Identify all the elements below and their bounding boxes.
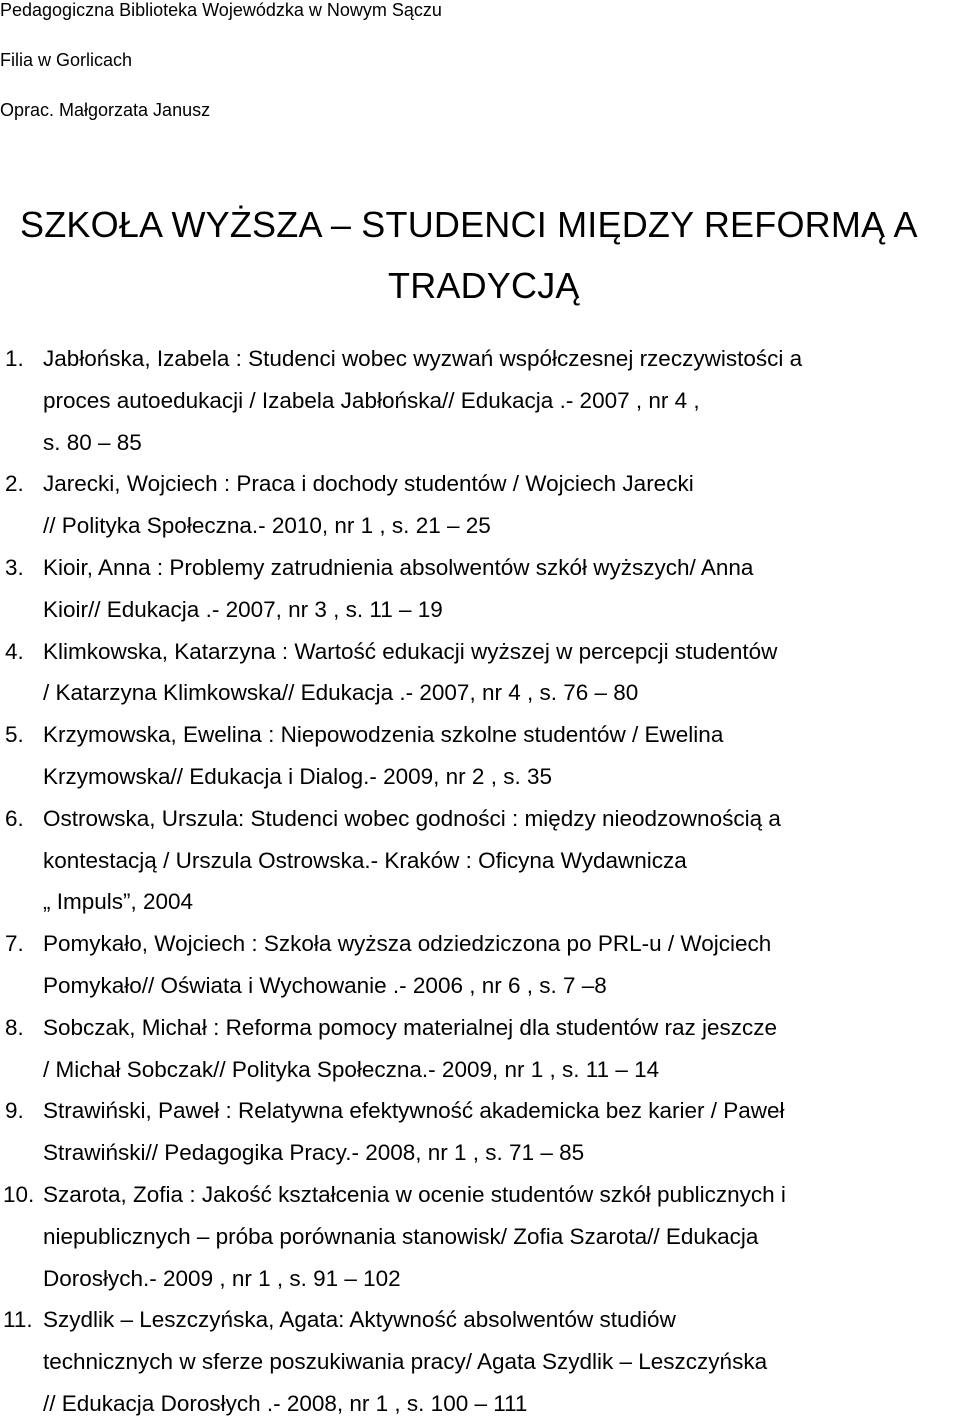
entry-text-line: / Katarzyna Klimkowska// Edukacja .- 2007, nr 4 , s. 76 – 80 xyxy=(43,680,639,706)
bibliography-list xyxy=(0,338,960,1425)
entry-text-line: „ Impuls”, 2004 xyxy=(43,889,194,915)
entry-text-line: Dorosłych.- 2009 , nr 1 , s. 91 – 102 xyxy=(43,1265,401,1291)
entry-text-line: s. 80 – 85 xyxy=(43,429,142,455)
entry-text-line: Pomykało, Wojciech : Szkoła wyższa odziedziczona po PRL-u / Wojciech xyxy=(43,931,772,957)
entry-text-line: Pomykało// Oświata i Wychowanie .- 2006 , nr 6 , s. 7 –8 xyxy=(43,972,607,998)
entry-text-line: // Polityka Społeczna.- 2010, nr 1 , s. 21 – 25 xyxy=(43,513,491,539)
library-name: Pedagogiczna Biblioteka Wojewódzka w Nowym Sączu xyxy=(0,0,442,20)
bibliography-entry xyxy=(0,1007,917,1091)
entry-text-line: Jabłońska, Izabela : Studenci wobec wyzwań współczesnej rzeczywistości a xyxy=(43,346,803,371)
entry-number: 11. xyxy=(3,1307,33,1333)
bibliography-entry xyxy=(0,798,917,923)
entry-number: 10. xyxy=(3,1181,35,1207)
document-title-line-1: SZKOŁA WYŻSZA – STUDENCI MIĘDZY REFORMĄ A xyxy=(20,204,918,245)
entry-number: 1. xyxy=(5,346,24,371)
entry-text-line: / Michał Sobczak// Polityka Społeczna.- 2009, nr 1 , s. 11 – 14 xyxy=(43,1056,660,1082)
compiler-line: Oprac. Małgorzata Janusz xyxy=(0,100,211,120)
entry-text-line: Szydlik – Leszczyńska, Agata: Aktywność absolwentów studiów xyxy=(43,1307,676,1333)
branch-name: Filia w Gorlicach xyxy=(0,50,133,70)
bibliography-entry xyxy=(0,631,917,715)
entry-number: 5. xyxy=(5,722,24,748)
bibliography-entry xyxy=(0,714,917,798)
entry-text-line: Sobczak, Michał : Reforma pomocy materialnej dla studentów raz jeszcze xyxy=(43,1014,778,1040)
entry-text-line: Kioir// Edukacja .- 2007, nr 3 , s. 11 – 19 xyxy=(43,596,443,622)
entry-text-line: Kioir, Anna : Problemy zatrudnienia absolwentów szkół wyższych/ Anna xyxy=(43,554,754,580)
bibliography-entry xyxy=(0,547,917,631)
document-title-line-2: TRADYCJĄ xyxy=(388,265,580,306)
entry-number: 8. xyxy=(5,1014,24,1040)
bibliography-entry xyxy=(0,923,917,1007)
entry-text-line: Strawiński// Pedagogika Pracy.- 2008, nr 1 , s. 71 – 85 xyxy=(43,1140,585,1166)
entry-number: 6. xyxy=(5,805,24,831)
entry-text-line: kontestacją / Urszula Ostrowska.- Kraków : Oficyna Wydawnicza xyxy=(43,847,687,873)
entry-number: 3. xyxy=(5,554,24,580)
bibliography-entry xyxy=(0,338,917,463)
bibliography-entry xyxy=(0,1299,917,1424)
bibliography-entry xyxy=(0,1174,917,1299)
bibliography-entry xyxy=(0,1090,917,1174)
entry-number: 7. xyxy=(5,931,24,957)
entry-text-line: proces autoedukacji / Izabela Jabłońska// Edukacja .- 2007 , nr 4 , xyxy=(43,387,700,413)
entry-text-line: technicznych w sferze poszukiwania pracy/ Agata Szydlik – Leszczyńska xyxy=(43,1349,768,1375)
entry-text-line: Krzymowska// Edukacja i Dialog.- 2009, nr 2 , s. 35 xyxy=(43,763,552,789)
entry-text-line: Ostrowska, Urszula: Studenci wobec godności : między nieodzownością a xyxy=(43,805,781,831)
entry-text-line: Krzymowska, Ewelina : Niepowodzenia szkolne studentów / Ewelina xyxy=(43,722,724,748)
bibliography-entry xyxy=(0,463,917,547)
entry-text-line: Strawiński, Paweł : Relatywna efektywność akademicka bez karier / Paweł xyxy=(43,1098,785,1124)
entry-text-line: niepublicznych – próba porównania stanowisk/ Zofia Szarota// Edukacja xyxy=(43,1223,759,1249)
entry-number: 2. xyxy=(5,471,24,497)
entry-number: 4. xyxy=(5,638,24,664)
entry-text-line: Szarota, Zofia : Jakość kształcenia w ocenie studentów szkół publicznych i xyxy=(43,1181,786,1207)
entry-number: 9. xyxy=(5,1098,24,1124)
entry-text-line: Klimkowska, Katarzyna : Wartość edukacji wyższej w percepcji studentów xyxy=(43,638,778,664)
entry-text-line: Jarecki, Wojciech : Praca i dochody studentów / Wojciech Jarecki xyxy=(43,471,694,497)
entry-text-line: // Edukacja Dorosłych .- 2008, nr 1 , s. 100 – 111 xyxy=(43,1390,528,1416)
